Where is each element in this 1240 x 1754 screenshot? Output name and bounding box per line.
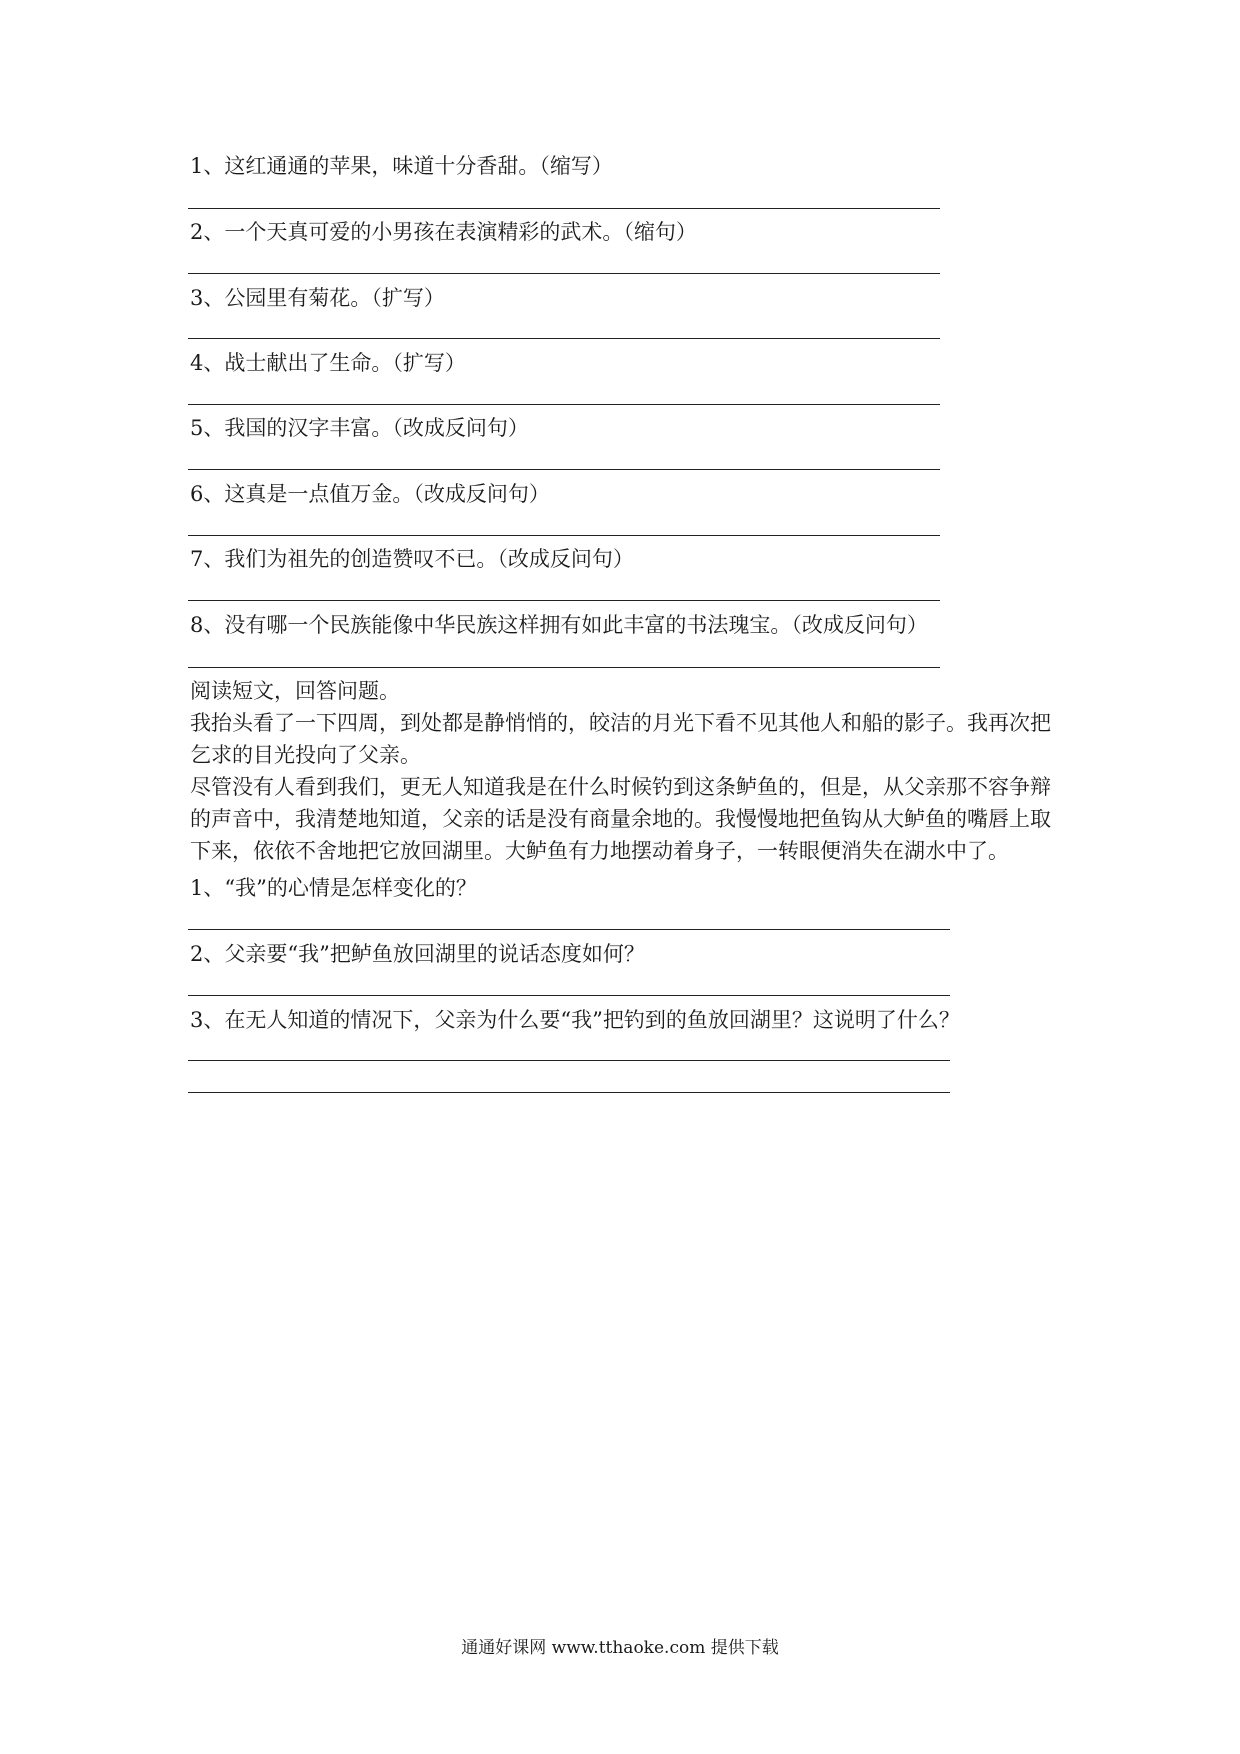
reading-answer-line-1	[188, 929, 950, 930]
reading-question-3: 3、在无人知道的情况下，父亲为什么要“我”把钓到的鱼放回湖里？这说明了什么？	[190, 1008, 960, 1032]
exercise-8: 8、没有哪一个民族能像中华民族这样拥有如此丰富的书法瑰宝。（改成反问句）	[190, 613, 928, 637]
exercise-2: 2、一个天真可爱的小男孩在表演精彩的武术。（缩句）	[190, 220, 697, 244]
answer-line-8	[188, 667, 940, 668]
reading-question-2: 2、父亲要“我”把鲈鱼放回湖里的说话态度如何？	[190, 942, 645, 966]
exercise-1: 1、这红通通的苹果，味道十分香甜。（缩写）	[190, 154, 613, 178]
exercise-3: 3、公园里有菊花。（扩写）	[190, 286, 445, 310]
answer-line-3	[188, 338, 940, 339]
footer-credit: 通通好课网 www.tthaoke.com 提供下载	[461, 1638, 779, 1658]
reading-heading: 阅读短文，回答问题。	[190, 679, 400, 703]
reading-question-1: 1、“我”的心情是怎样变化的？	[190, 876, 477, 900]
reading-answer-line-3a	[188, 1060, 950, 1061]
reading-passage	[190, 675, 1070, 867]
passage-paragraph-2: 尽管没有人看到我们，更无人知道我是在什么时候钓到这条鲈鱼的，但是，从父亲那不容争辩的声音中，我清楚地知道，父亲的话是没有商量余地的。我慢慢地把鱼钩从大鲈鱼的嘴唇上取下来，依依不舍地把它放回湖里。大鲈鱼有力地摆动着身子，一转眼便消失在湖水中了。	[190, 775, 1051, 863]
answer-line-2	[188, 273, 940, 274]
reading-answer-line-2	[188, 995, 950, 996]
answer-line-1	[188, 208, 940, 209]
exercise-7: 7、我们为祖先的创造赞叹不已。（改成反问句）	[190, 547, 634, 571]
exercise-4: 4、战士献出了生命。（扩写）	[190, 351, 466, 375]
reading-answer-line-3b	[188, 1092, 950, 1093]
answer-line-6	[188, 535, 940, 536]
exercise-5: 5、我国的汉字丰富。（改成反问句）	[190, 416, 529, 440]
answer-line-4	[188, 404, 940, 405]
passage-paragraph-1: 我抬头看了一下四周，到处都是静悄悄的，皎洁的月光下看不见其他人和船的影子。我再次把乞求的目光投向了父亲。	[190, 711, 1051, 767]
exercise-6: 6、这真是一点值万金。（改成反问句）	[190, 482, 550, 506]
answer-line-7	[188, 600, 940, 601]
answer-line-5	[188, 469, 940, 470]
